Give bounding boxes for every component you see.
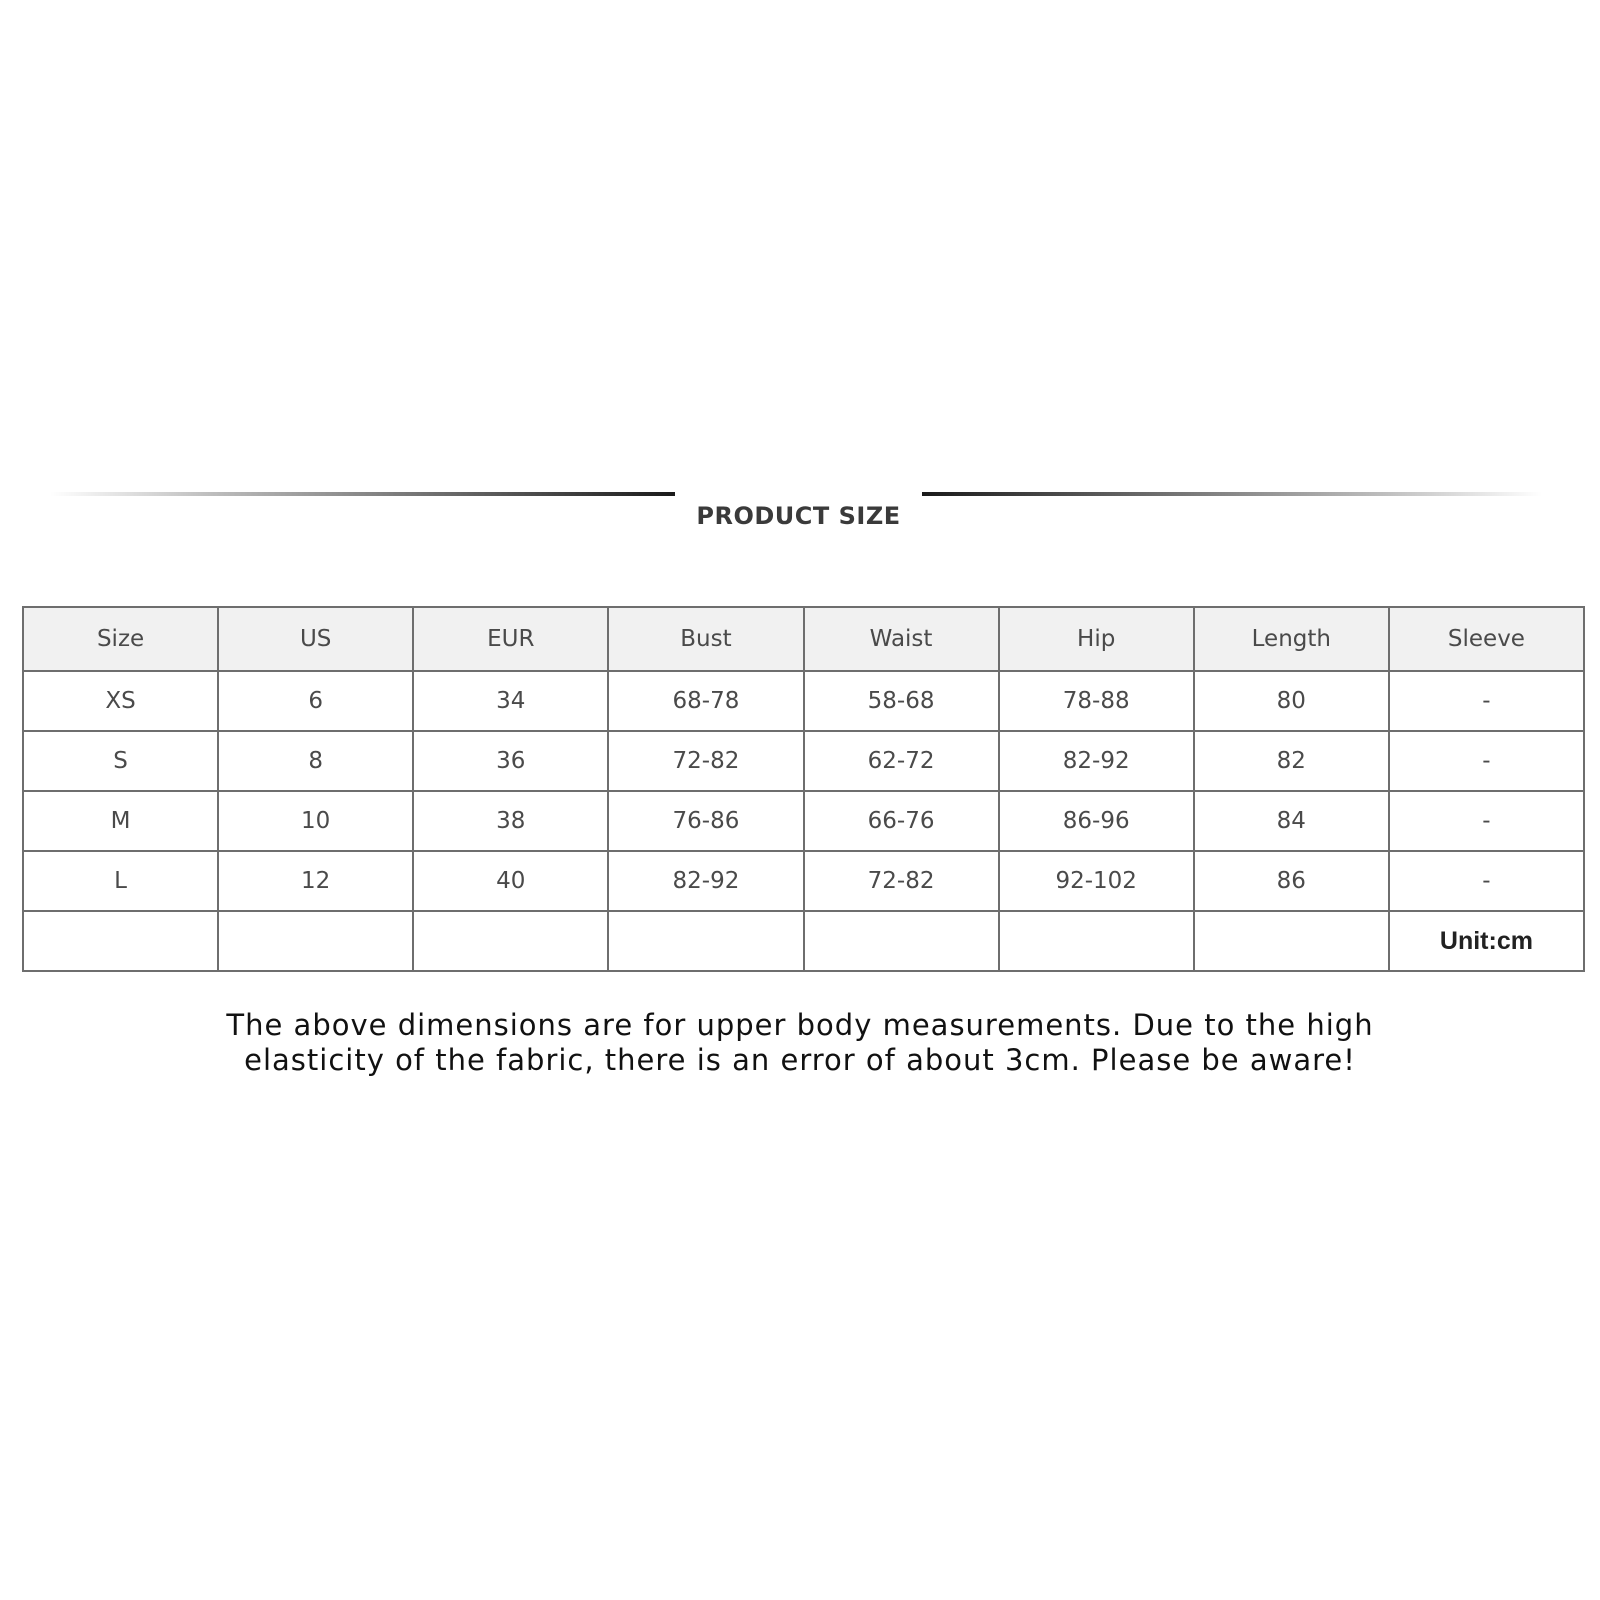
cell-sleeve: - — [1389, 851, 1584, 911]
table-row — [23, 791, 1584, 851]
empty-cell — [413, 911, 608, 971]
cell-length: 84 — [1194, 791, 1389, 851]
cell-hip: 92-102 — [999, 851, 1194, 911]
note-line-2: elasticity of the fabric, there is an error of about 3cm. Please be aware! — [244, 1043, 1356, 1077]
empty-cell — [1194, 911, 1389, 971]
cell-bust: 82-92 — [608, 851, 803, 911]
table-footer-row — [23, 911, 1584, 971]
cell-us: 8 — [218, 731, 413, 791]
cell-size: XS — [23, 671, 218, 731]
cell-bust: 76-86 — [608, 791, 803, 851]
empty-cell — [608, 911, 803, 971]
cell-bust: 68-78 — [608, 671, 803, 731]
table-row — [23, 851, 1584, 911]
cell-sleeve: - — [1389, 671, 1584, 731]
table-row — [23, 731, 1584, 791]
cell-length: 86 — [1194, 851, 1389, 911]
cell-us: 10 — [218, 791, 413, 851]
header-bust: Bust — [608, 607, 803, 671]
cell-size: S — [23, 731, 218, 791]
cell-waist: 72-82 — [804, 851, 999, 911]
cell-hip: 78-88 — [999, 671, 1194, 731]
header-waist: Waist — [804, 607, 999, 671]
cell-size: L — [23, 851, 218, 911]
cell-sleeve: - — [1389, 731, 1584, 791]
empty-cell — [804, 911, 999, 971]
cell-length: 82 — [1194, 731, 1389, 791]
empty-cell — [23, 911, 218, 971]
cell-eur: 36 — [413, 731, 608, 791]
title-divider-right — [922, 492, 1542, 496]
cell-hip: 82-92 — [999, 731, 1194, 791]
header-us: US — [218, 607, 413, 671]
table-header-row — [23, 607, 1584, 671]
cell-eur: 34 — [413, 671, 608, 731]
title-divider-left — [50, 492, 675, 496]
cell-us: 12 — [218, 851, 413, 911]
cell-waist: 58-68 — [804, 671, 999, 731]
header-eur: EUR — [413, 607, 608, 671]
cell-waist: 66-76 — [804, 791, 999, 851]
title-row — [0, 470, 1600, 540]
cell-sleeve: - — [1389, 791, 1584, 851]
cell-eur: 40 — [413, 851, 608, 911]
cell-us: 6 — [218, 671, 413, 731]
measurement-note — [100, 1008, 1500, 1078]
note-line-1: The above dimensions are for upper body measurements. Due to the high — [226, 1008, 1374, 1042]
unit-label: Unit:cm — [1389, 911, 1584, 971]
table-row — [23, 671, 1584, 731]
cell-length: 80 — [1194, 671, 1389, 731]
cell-waist: 62-72 — [804, 731, 999, 791]
cell-bust: 72-82 — [608, 731, 803, 791]
header-hip: Hip — [999, 607, 1194, 671]
empty-cell — [999, 911, 1194, 971]
empty-cell — [218, 911, 413, 971]
header-sleeve: Sleeve — [1389, 607, 1584, 671]
cell-eur: 38 — [413, 791, 608, 851]
header-size: Size — [23, 607, 218, 671]
header-length: Length — [1194, 607, 1389, 671]
page-title: PRODUCT SIZE — [696, 502, 901, 530]
size-chart-table — [22, 606, 1585, 972]
cell-hip: 86-96 — [999, 791, 1194, 851]
cell-size: M — [23, 791, 218, 851]
